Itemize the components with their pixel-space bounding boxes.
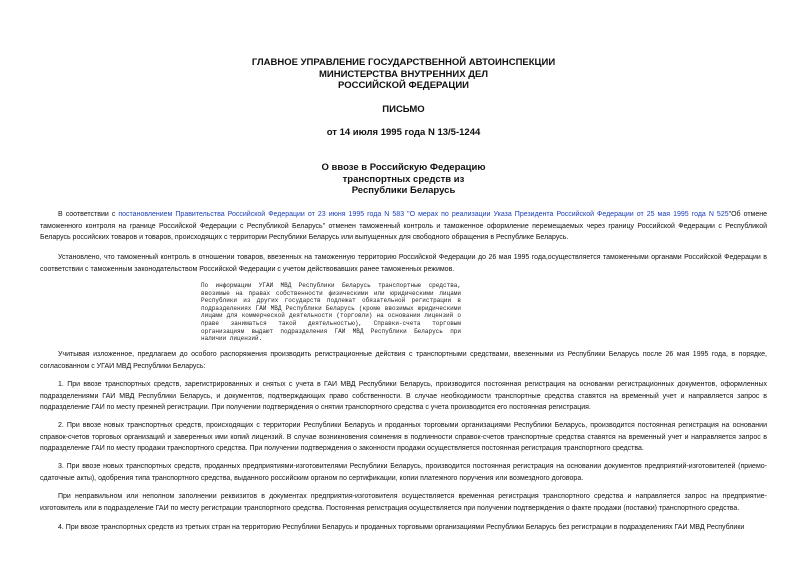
subject-line1: О ввозе в Российскую Федерацию [321, 161, 486, 173]
paragraph-1 [40, 209, 767, 244]
document-date-number: от 14 июля 1995 года N 13/5-1244 [326, 127, 481, 139]
subject-line3: Республики Беларусь [351, 185, 456, 197]
paragraph-item-1: 1. При ввозе транспортных средств, зарегистрированных и снятых с учета в ГАИ МВД Республики Беларусь, производится постоянная регистрация на основании регистрационных документов, оформленных подразделениями ГАИ МВД Республики Беларусь, и документов, подтверждающих право собственности. В случае необходимости транспортные средства ставятся на временный учет и направляется запрос в подразделение ГАИ по месту прежней регистрации. При получении подтверждения о снятии транспортного средства с учета производится его постоянная регистрация. [40, 381, 767, 411]
paragraph-2: Установлено, что таможенный контроль в отношении товаров, ввезенных на таможенную территорию Российской Федерации до 26 мая 1995 года,осуществляется таможенными органами Российской Федерации в соответствии с таможенным законодательством Российской Федерации с учетом действовавших ранее таможенных режимов. [40, 254, 767, 273]
issuing-authority-line2: МИНИСТЕРСТВА ВНУТРЕННИХ ДЕЛ [318, 68, 488, 80]
paragraph-item-3: 3. При ввозе новых транспортных средств, проданных предприятиями-изготовителями Республики Беларусь, производится постоянная регистрация на основании документов предприятий-изготовителей (приемо-сдаточные акты), одобрения типа транспортного средства, выданного российским органом по сертификации, копии платежного поручения или возмездного договора. [40, 463, 767, 482]
paragraph-item-2: 2. При ввозе новых транспортных средств, происходящих с территории Республики Беларусь и проданных торговыми организациями Республики Беларусь, производится постоянная регистрация на основании справок-счетов торговых организаций и заверенных ими копий лицензий. В случае возникновения сомнения в подлинности справок-счетов транспортные средства ставятся на временный учет и направляется запрос в подразделение ГАИ по месту продажи транспортного средства. При получении подтверждения о законности продажи осуществляется постоянная регистрация транспортного средства. [40, 422, 767, 452]
document-header [0, 57, 807, 197]
paragraph-item-4: 4. При ввозе транспортных средств из третьих стран на территорию Республики Беларусь и проданных торговыми организациями Республики Беларусь без регистрации в подразделениях ГАИ МВД Республики [58, 524, 745, 531]
document-type: ПИСЬМО [382, 103, 425, 115]
paragraph-item-3-continuation: При неправильном или неполном заполнении реквизитов в документах предприятия-изготовителя осуществляется временная регистрация транспортного средства и направляется запрос на предприятие-изготовитель или в подразделение ГАИ по месту регистрации транспортного средства. Постоянная регистрация осуществляется при получении подтверждения о факте продажи (поставки) транспортного средства. [40, 493, 767, 512]
government-resolution-link[interactable]: постановлением Правительства Российской Федерации от 23 июня 1995 года N 583 "О мерах по реализации Указа Президента Российской Федерации от 25 мая 1995 года N 525 [118, 211, 729, 218]
subject-line2: транспортных средств из [342, 173, 465, 185]
paragraph-3: Учитывая изложенное, предлагаем до особого распоряжения производить регистрационные действия с транспортными средствами, ввезенными из Республики Беларусь после 26 мая 1995 года, в порядке, согласованном с УГАИ МВД Республики Беларусь: [40, 351, 767, 370]
issuing-authority-line3: РОССИЙСКОЙ ФЕДЕРАЦИИ [337, 80, 469, 92]
paragraph-1-lead: В соответствии с [58, 211, 119, 218]
paragraph-1-tail: "Об отмене таможенного контроля на границе Российской Федерации с Республикой Беларусь" отменен таможенный контроль и таможенное оформление перемещаемых через границу Российской Федерации с Республикой Беларусь российских товаров и товаров, происходящих с территории Республики Беларусь или выпущенных для свободного обращения в Республике Беларусь. [40, 211, 767, 241]
issuing-authority-line1: ГЛАВНОЕ УПРАВЛЕНИЕ ГОСУДАРСТВЕННОЙ АВТОИНСПЕКЦИИ [251, 57, 556, 68]
informational-note: По информации УГАИ МВД Республики Беларусь транспортные средства, ввозимые на правах собственности физическими или юридическими лицами Республики из других государств подлежат обязательной регистрации в подразделениях ГАИ МВД Республики Беларусь (кроме ввозимых юридическими лицами для коммерческой деятельности (торговли) на основании лицензий о праве заниматься такой деятельностью), Справки-счета торговым организациям выдают подразделения ГАИ МВД Республики Беларусь при наличии лицензий. [201, 282, 465, 343]
